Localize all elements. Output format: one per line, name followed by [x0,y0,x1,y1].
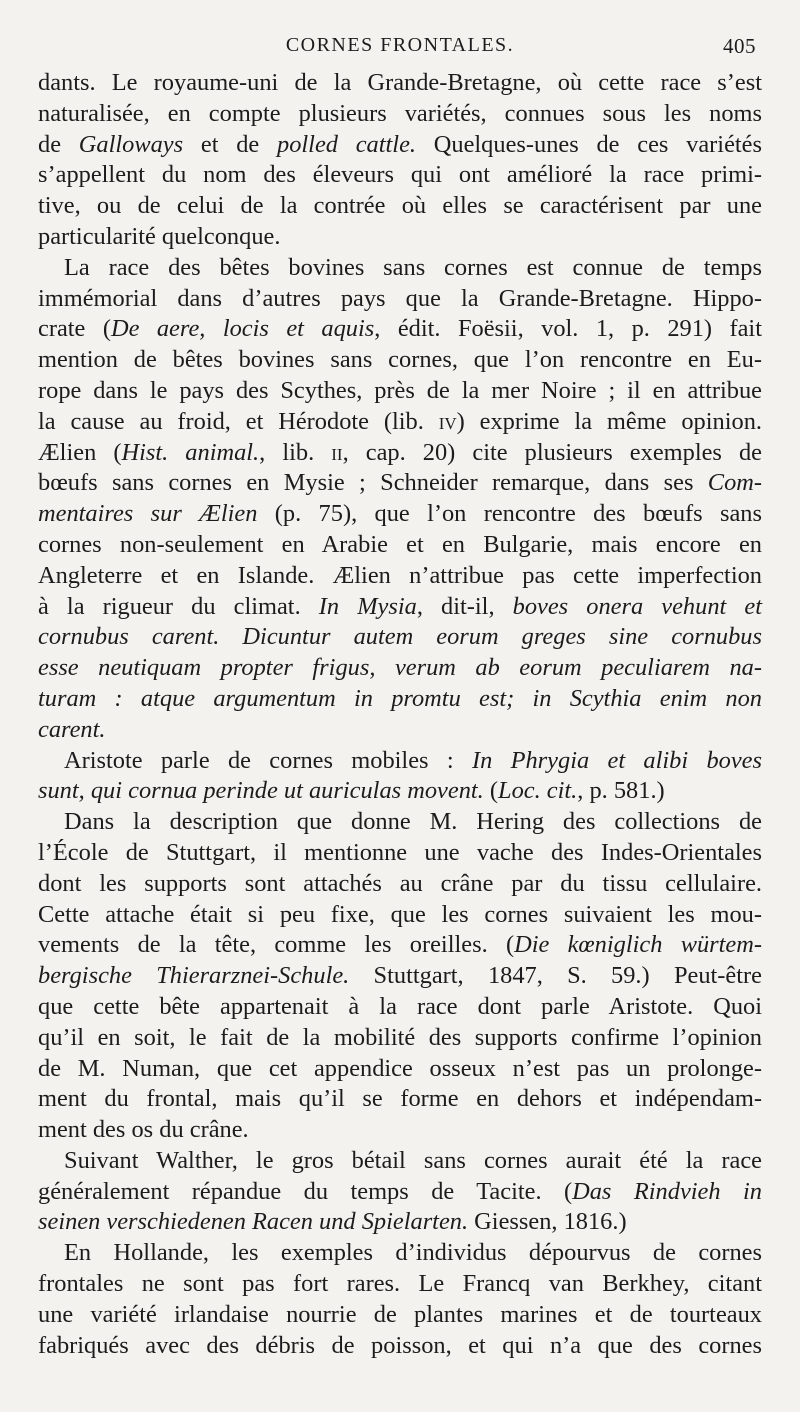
text-line [38,499,762,530]
text-run: s’appellent du nom des éleveurs qui ont amélioré la race primi- [38,161,762,189]
italic-text: Hist. animal. [121,438,260,466]
text-run: crate ( [38,315,111,343]
text-line [38,68,762,99]
text-run: fabriqués avec des débris de poisson, et qui n’a que des cornes [38,1331,762,1359]
text-run: Angleterre et en Islande. Ælien n’attribue pas cette imperfection [38,561,762,589]
text-line [38,345,762,376]
text-line [38,253,762,284]
text-line [38,1331,762,1362]
text-run: dants. Le royaume-uni de la Grande-Bretagne, où cette race s’est [38,69,762,96]
text-run: Stuttgart, 1847, S. 59.) Peut-être [349,962,762,990]
text-run: Quelques-unes de ces variétés [416,130,762,158]
text-run: Dans la description que donne M. Hering des collections de [64,808,762,836]
text-run: Giessen, 1816.) [468,1208,627,1236]
italic-text: bergische Thierarznei-Schule. [38,962,350,990]
text-run: , dit-il, [416,592,513,620]
text-run: La race des bêtes bovines sans cornes est connue de temps [64,253,762,281]
text-line [38,715,762,746]
text-run: , lib. [259,438,332,466]
text-run: rope dans le pays des Scythes, près de la mer Noire ; il en attribue [38,376,762,404]
italic-text: In Phrygia et alibi boves [471,746,762,774]
italic-text: sunt, qui cornua perinde ut auriculas movent. [38,777,484,805]
text-line [38,900,762,931]
text-line [38,1269,762,1300]
paragraph [38,1238,762,1361]
text-line [38,838,762,869]
paragraph [38,1146,762,1238]
paragraph [38,807,762,1146]
text-line [38,622,762,653]
text-run: une variété irlandaise nourrie de plantes marines et de tourteaux [38,1300,762,1328]
italic-text: mentaires sur Ælien [38,500,258,528]
text-line [38,992,762,1023]
text-line [38,1177,762,1208]
italic-text: seinen verschiedenen Racen und Spielarten. [38,1208,469,1236]
text-line [38,407,762,438]
italic-text: Com- [707,469,762,497]
text-run: ) exprime la même opinion. [456,407,762,435]
text-run: Suivant Walther, le gros bétail sans cornes aurait été la race [64,1146,762,1174]
text-run: ment des os du crâne. [38,1116,249,1144]
text-run: En Hollande, les exemples d’individus dépourvus de cornes [64,1239,762,1267]
text-line [38,1054,762,1085]
text-line [38,592,762,623]
text-line [38,468,762,499]
text-run: Ælien ( [38,438,122,466]
paragraph [38,68,762,253]
text-run: ( [483,777,498,805]
italic-text: De aere, locis et aquis [110,315,375,343]
text-line [38,746,762,777]
text-run: Cette attache était si peu fixe, que les cornes suivaient les mou- [38,900,762,928]
text-line [38,1300,762,1331]
text-line [38,376,762,407]
text-run: ii [331,438,343,466]
text-run: (p. 75), que l’on rencontre des bœufs sans [257,500,762,528]
body-text [38,68,762,1361]
text-run: qu’il en soit, le fait de la mobilité des supports confirme l’opinion [38,1023,762,1051]
text-line [38,222,762,253]
text-run: , p. 581.) [577,777,665,805]
italic-text: In Mysia [318,592,417,620]
text-run: de [38,130,79,158]
text-line [38,807,762,838]
text-run: que cette bête appartenait à la race dont parle Aristote. Quoi [38,992,762,1020]
italic-text: Loc. cit. [498,777,578,805]
text-line [38,684,762,715]
text-line [38,1023,762,1054]
text-run: particularité quelconque. [38,222,281,250]
text-line [38,1115,762,1146]
text-line [38,561,762,592]
text-line [38,930,762,961]
text-run: à la rigueur du climat. [38,592,319,620]
text-line [38,1084,762,1115]
text-run: ment du frontal, mais qu’il se forme en dehors et indépendam- [38,1085,762,1113]
running-title: CORNES FRONTALES. [285,34,515,56]
text-run: iv [438,407,457,435]
text-run: dont les supports sont attachés au crâne par du tissu cellulaire. [38,869,762,897]
text-line [38,438,762,469]
text-line [38,530,762,561]
italic-text: polled cattle. [277,130,417,158]
text-run: tive, ou de celui de la contrée où elles se caractérisent par une [38,192,762,220]
italic-text: boves onera vehunt et [512,592,762,620]
italic-text: carent. [38,715,106,743]
page-number: 405 [723,34,756,58]
running-header [38,34,762,68]
text-run: , cap. 20) cite plusieurs exemples de [342,438,763,466]
text-run: généralement répandue du temps de Tacite. ( [38,1177,573,1205]
text-run: bœufs sans cornes en Mysie ; Schneider remarque, dans ses [38,469,708,497]
text-run: Aristote parle de cornes mobiles : [64,746,472,774]
italic-text: Galloways [78,130,184,158]
text-line [38,1146,762,1177]
text-run: vements de la tête, comme les oreilles. ( [38,931,515,959]
text-run: l’École de Stuttgart, il mentionne une vache des Indes-Orientales [38,838,762,866]
text-run: de M. Numan, que cet appendice osseux n’est pas un prolonge- [38,1054,762,1082]
text-run: frontales ne sont pas fort rares. Le Francq van Berkhey, citant [38,1270,762,1298]
text-line [38,653,762,684]
text-run: , édit. Foësii, vol. 1, p. 291) fait [374,315,762,343]
text-run: cornes non-seulement en Arabie et en Bulgarie, mais encore en [38,530,762,558]
text-run: et de [183,130,278,158]
paragraph [38,746,762,808]
italic-text: esse neutiquam propter frigus, verum ab eorum peculiarem na- [38,654,762,682]
text-line [38,130,762,161]
text-line [38,1238,762,1269]
text-line [38,776,762,807]
text-line [38,314,762,345]
italic-text: Die kœniglich würtem- [514,931,762,959]
text-line [38,160,762,191]
text-line [38,961,762,992]
text-run: la cause au froid, et Hérodote (lib. [38,407,439,435]
text-run: immémorial dans d’autres pays que la Grande-Bretagne. Hippo- [38,284,762,312]
text-line [38,284,762,315]
text-line [38,99,762,130]
italic-text: turam : atque argumentum in promtu est; in Scythia enim non [38,684,762,712]
text-line [38,191,762,222]
text-run: naturalisée, en compte plusieurs variétés, connues sous les noms [38,99,762,127]
text-run: mention de bêtes bovines sans cornes, que l’on rencontre en Eu- [38,346,762,374]
italic-text: Das Rindvieh in [572,1177,762,1205]
text-line [38,1207,762,1238]
italic-text: cornubus carent. Dicuntur autem eorum greges sine cornubus [38,623,762,651]
paragraph [38,253,762,746]
text-line [38,869,762,900]
